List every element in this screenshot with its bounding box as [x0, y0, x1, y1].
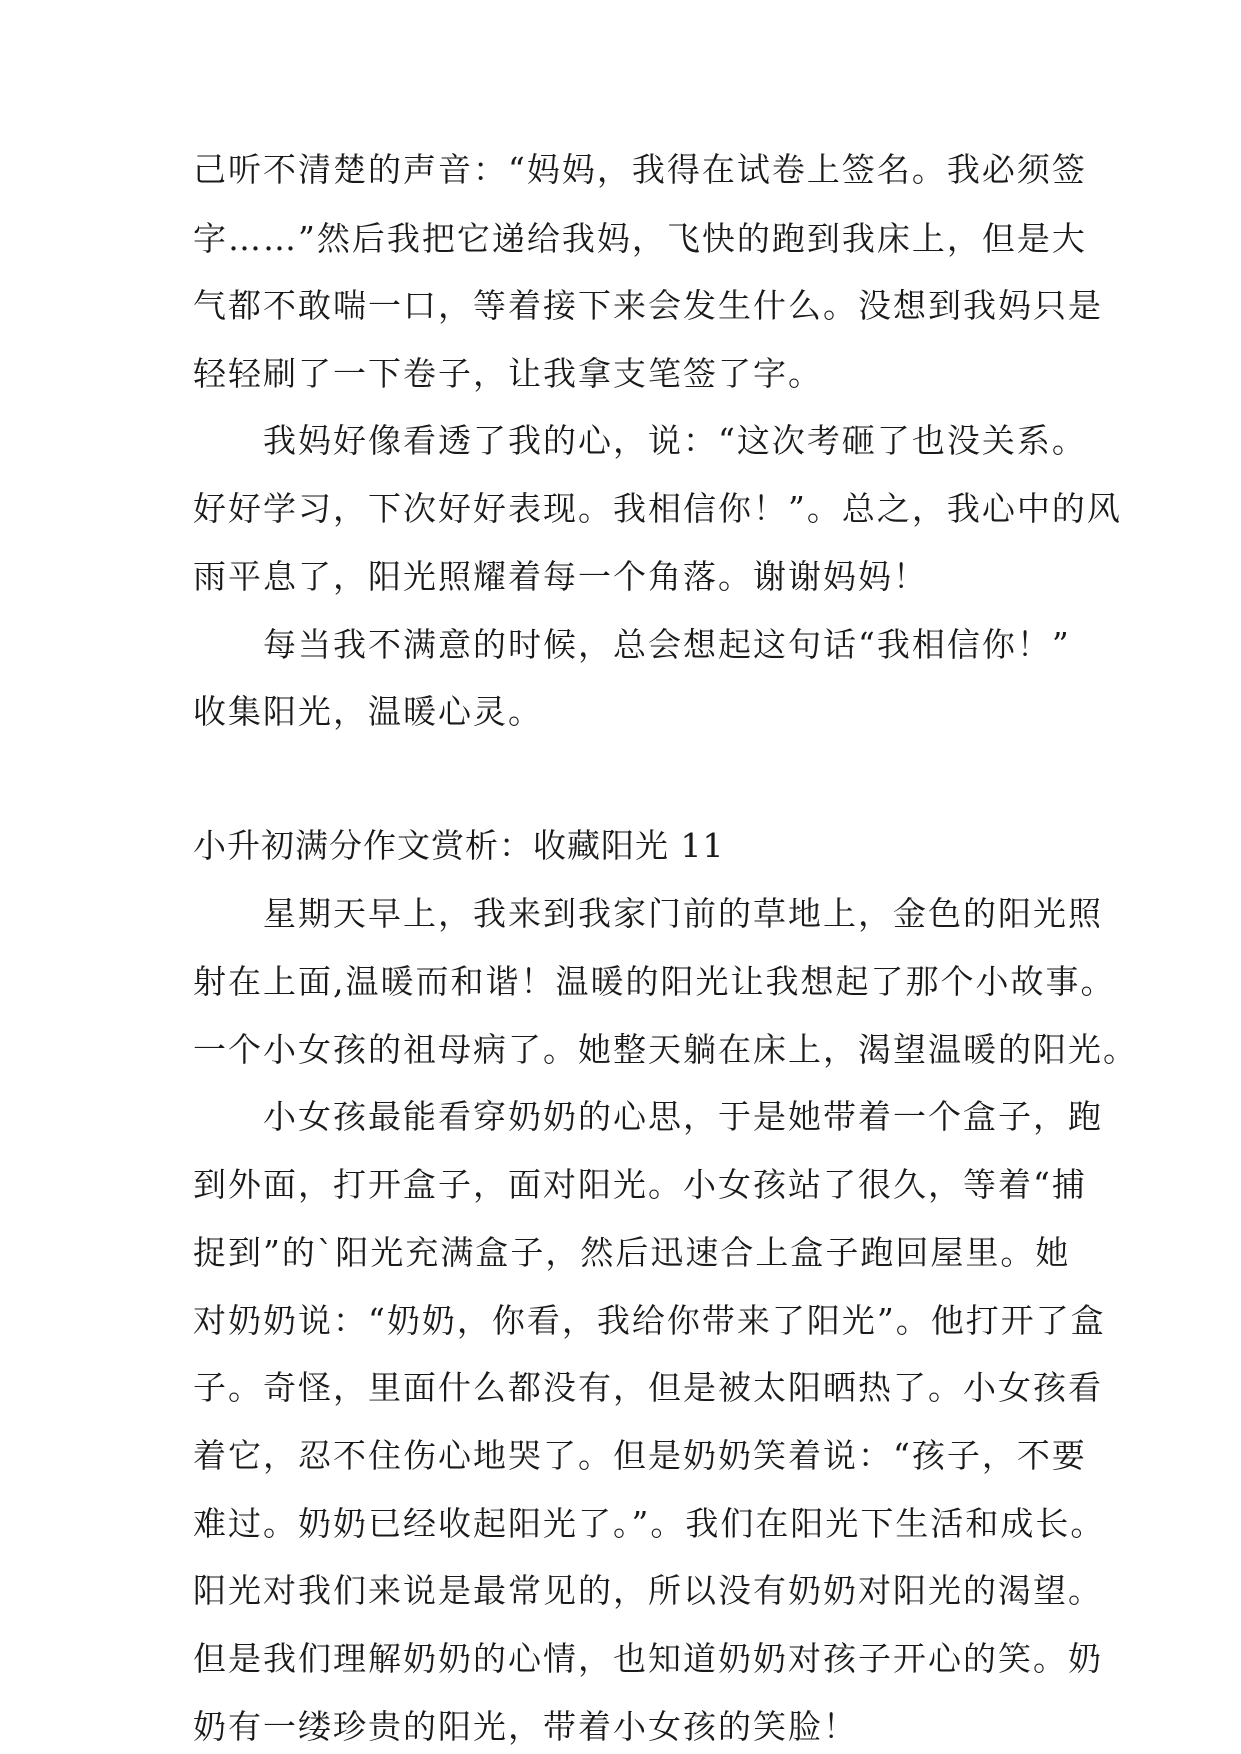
- text-line: 己听不清楚的声音：“妈妈，我得在试卷上签名。我必须签: [193, 150, 1087, 189]
- paragraph-first-line: 小女孩最能看穿奶奶的心思，于是她带着一个盒子，跑: [193, 1097, 1103, 1136]
- text-line: 但是我们理解奶奶的心情，也知道奶奶对孩子开心的笑。奶: [193, 1639, 1103, 1678]
- text-line: 对奶奶说：“奶奶，你看，我给你带来了阳光”。他打开了盒: [193, 1301, 1106, 1340]
- text-line: 收集阳光，温暖心灵。: [193, 692, 543, 731]
- text-line: 奶有一缕珍贵的阳光，带着小女孩的笑脸！: [193, 1707, 858, 1746]
- text-line: 捉到”的`阳光充满盒子，然后迅速合上盒子跑回屋里。她: [193, 1233, 1071, 1272]
- text-line: 难过。奶奶已经收起阳光了。”。我们在阳光下生活和成长。: [193, 1504, 1106, 1543]
- text-line: 子。奇怪，里面什么都没有，但是被太阳晒热了。小女孩看: [193, 1368, 1103, 1407]
- text-line: 阳光对我们来说是最常见的，所以没有奶奶对阳光的渴望。: [193, 1571, 1103, 1610]
- section-title: 小升初满分作文赏析：收藏阳光 11: [193, 826, 725, 865]
- text-line: 着它，忍不住伤心地哭了。但是奶奶笑着说：“孩子，不要: [193, 1436, 1087, 1475]
- text-line: 气都不敢喘一口，等着接下来会发生什么。没想到我妈只是: [193, 286, 1103, 325]
- text-line: 一个小女孩的祖母病了。她整天躺在床上，渴望温暖的阳光。: [193, 1030, 1138, 1069]
- text-line: 轻轻刷了一下卷子，让我拿支笔签了字。: [193, 354, 823, 393]
- paragraph-first-line: 每当我不满意的时候，总会想起这句话“我相信你！”: [193, 625, 1071, 664]
- text-line: 雨平息了，阳光照耀着每一个角落。谢谢妈妈！: [193, 557, 928, 596]
- text-line: 到外面，打开盒子，面对阳光。小女孩站了很久，等着“捕: [193, 1165, 1087, 1204]
- paragraph-first-line: 星期天早上，我来到我家门前的草地上，金色的阳光照: [193, 894, 1103, 933]
- paragraph-first-line: 我妈好像看透了我的心，说：“这次考砸了也没关系。: [193, 421, 1087, 460]
- text-line: 射在上面,温暖而和谐！温暖的阳光让我想起了那个小故事。: [193, 962, 1116, 1001]
- text-line: 字……”然后我把它递给我妈，飞快的跑到我床上，但是大: [193, 219, 1087, 258]
- text-line: 好好学习，下次好好表现。我相信你！”。总之，我心中的风: [193, 489, 1122, 528]
